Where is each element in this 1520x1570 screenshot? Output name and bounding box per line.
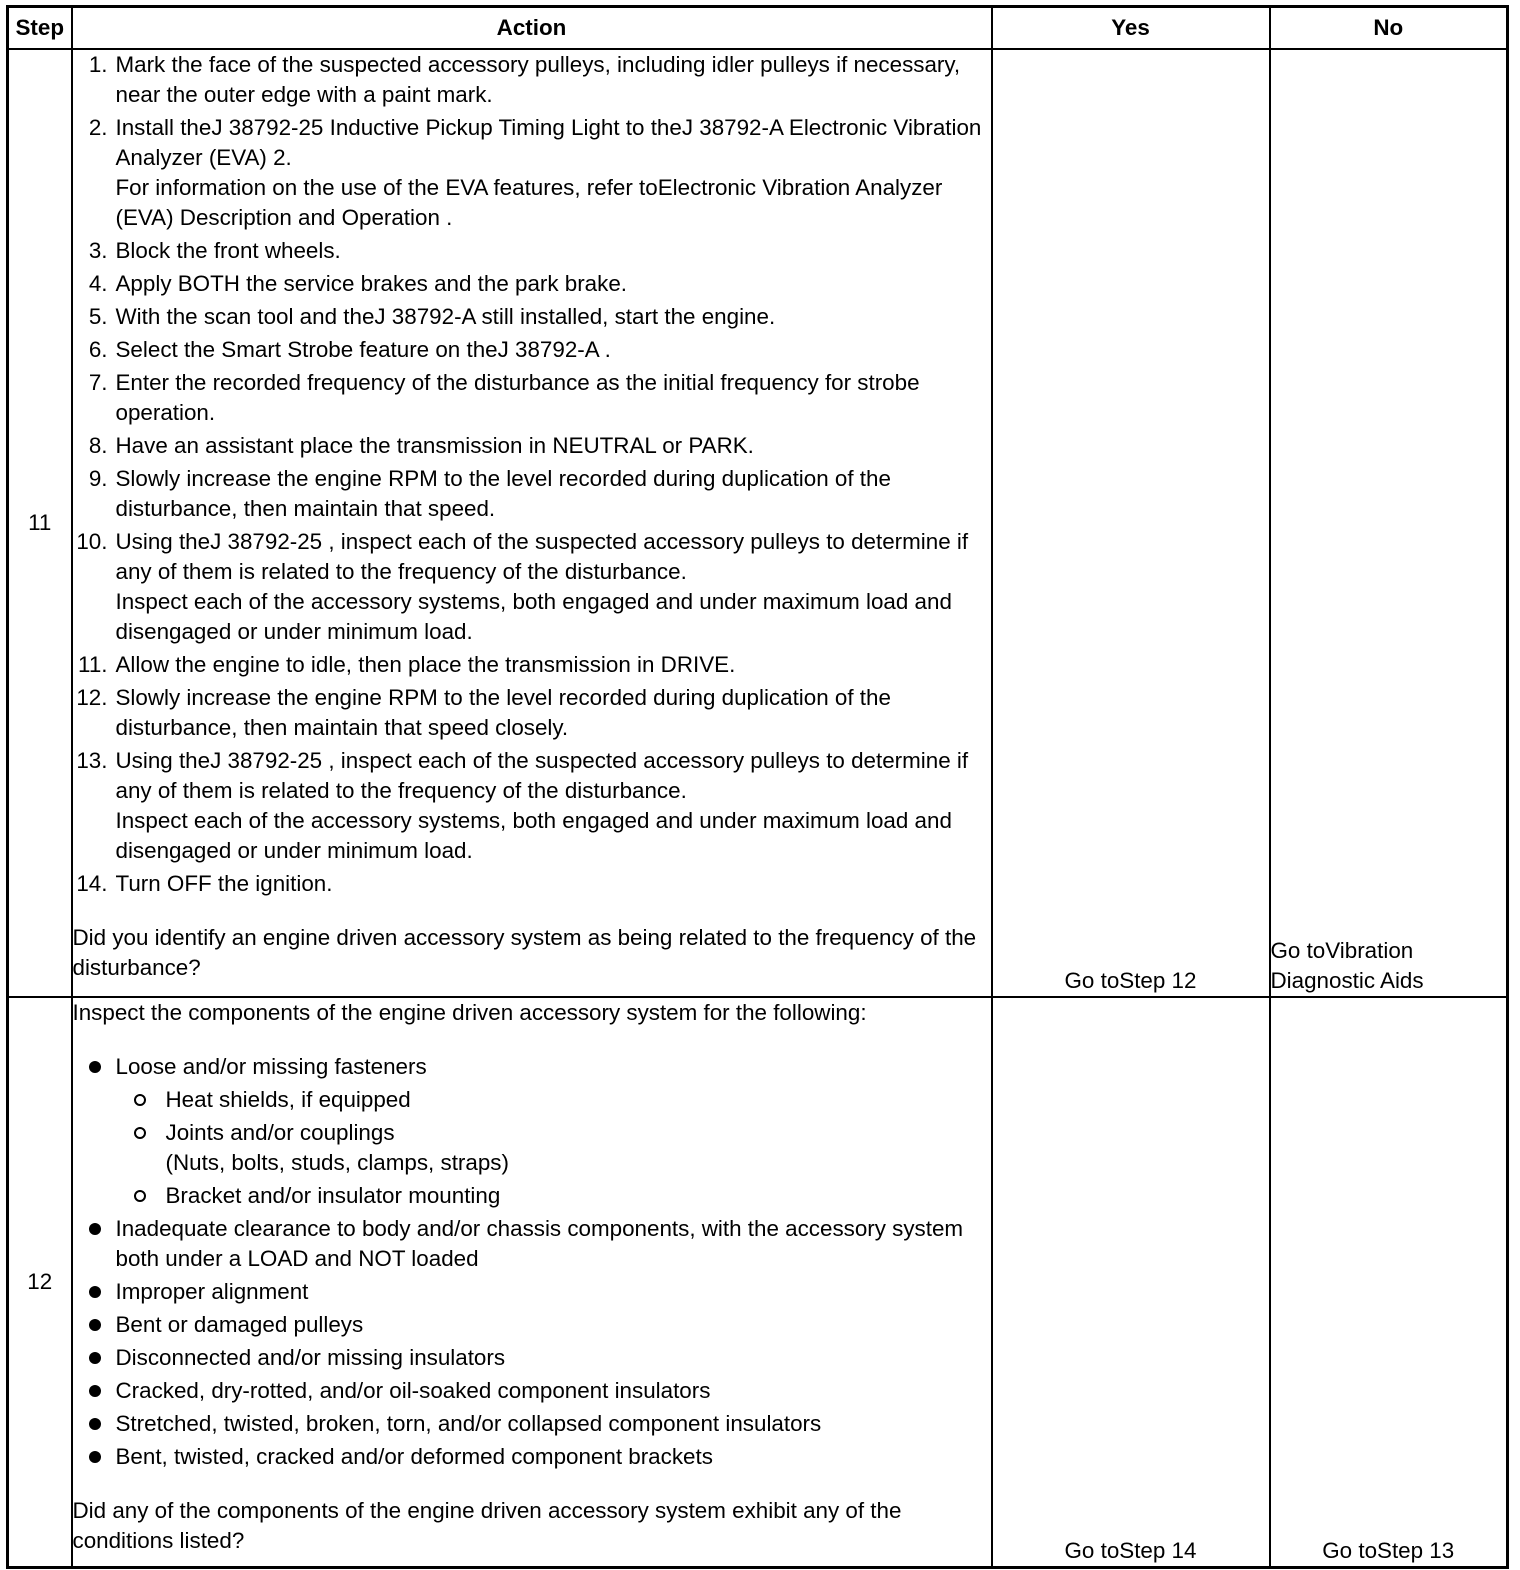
bullet-icon: [89, 1223, 101, 1235]
list-item: [73, 368, 991, 428]
condition-list: [73, 1052, 991, 1472]
item-note: Inspect each of the accessory systems, both engaged and under maximum load and disengaged or under minimum load.: [115, 808, 952, 863]
item-note: Inspect each of the accessory systems, both engaged and under maximum load and disengaged or under minimum load.: [115, 589, 952, 644]
item-number: 3.: [88, 238, 108, 263]
item-number: 4.: [88, 271, 108, 296]
sub-list: [116, 1085, 991, 1211]
procedure-list: [73, 50, 991, 899]
header-no: No: [1270, 7, 1508, 50]
sub-list-item: [116, 1181, 991, 1211]
list-item: [73, 113, 991, 233]
item-number: 11.: [78, 652, 108, 677]
list-item: [73, 746, 991, 866]
item-text: Have an assistant place the transmission in NEUTRAL or PARK.: [115, 433, 754, 458]
list-item: [73, 236, 991, 266]
item-number: 6.: [88, 337, 108, 362]
list-item: [73, 683, 991, 743]
circle-bullet-icon: [134, 1190, 146, 1202]
item-note: For information on the use of the EVA features, refer toElectronic Vibration Analyzer (EVA) Description and Operation .: [115, 175, 943, 230]
action-cell: [72, 49, 992, 997]
no-result: Go toStep 13: [1270, 997, 1508, 1567]
bullet-icon: [89, 1352, 101, 1364]
sub-item-text: Bracket and/or insulator mounting: [165, 1183, 501, 1208]
list-item: [73, 302, 991, 332]
action-cell: [72, 997, 992, 1567]
step-number: 11: [8, 49, 72, 997]
table-header-row: [8, 7, 1508, 50]
item-number: 9.: [88, 466, 108, 491]
item-text: Disconnected and/or missing insulators: [115, 1345, 506, 1370]
item-number: 2.: [88, 115, 108, 140]
item-number: 13.: [76, 748, 108, 773]
item-text: Improper alignment: [115, 1279, 309, 1304]
item-text: Mark the face of the suspected accessory pulleys, including idler pulleys if necessary, near the outer edge with a paint mark.: [115, 52, 961, 107]
list-item: [73, 1277, 991, 1307]
list-item: [73, 650, 991, 680]
sub-list-item: [116, 1118, 991, 1178]
header-step: Step: [8, 7, 72, 50]
list-item: [73, 869, 991, 899]
yes-result: Go toStep 14: [992, 997, 1270, 1567]
item-text: Bent, twisted, cracked and/or deformed component brackets: [115, 1444, 713, 1469]
item-text: Inadequate clearance to body and/or chassis components, with the accessory system both under a LOAD and NOT loaded: [115, 1216, 964, 1271]
item-text: Using theJ 38792-25 , inspect each of the suspected accessory pulleys to determine if any of them is related to the frequency of the disturbance.: [115, 529, 969, 584]
item-text: Bent or damaged pulleys: [115, 1312, 364, 1337]
item-text: Stretched, twisted, broken, torn, and/or collapsed component insulators: [115, 1411, 822, 1436]
list-item: [73, 431, 991, 461]
list-item: [73, 527, 991, 647]
step-question: Did you identify an engine driven accessory system as being related to the frequency of the disturbance?: [72, 925, 977, 980]
table-row-step-11: [8, 49, 1508, 997]
bullet-icon: [89, 1286, 101, 1298]
circle-bullet-icon: [134, 1094, 146, 1106]
item-number: 12.: [76, 685, 108, 710]
bullet-icon: [89, 1061, 101, 1073]
step-question: Did any of the components of the engine driven accessory system exhibit any of the conditions listed?: [72, 1498, 902, 1553]
step-intro: Inspect the components of the engine driven accessory system for the following:: [72, 1000, 867, 1025]
list-item: [73, 1442, 991, 1472]
sub-item-text: Joints and/or couplings: [165, 1120, 395, 1145]
list-item: [73, 1052, 991, 1211]
list-item: [73, 464, 991, 524]
item-number: 5.: [88, 304, 108, 329]
yes-result: Go toStep 12: [992, 49, 1270, 997]
list-item: [73, 1310, 991, 1340]
sub-list-item: [116, 1085, 991, 1115]
no-result: Go toVibration Diagnostic Aids: [1270, 49, 1508, 997]
header-yes: Yes: [992, 7, 1270, 50]
item-number: 14.: [76, 871, 108, 896]
table-row-step-12: [8, 997, 1508, 1567]
item-number: 8.: [88, 433, 108, 458]
list-item: [73, 1343, 991, 1373]
item-text: Cracked, dry-rotted, and/or oil-soaked component insulators: [115, 1378, 711, 1403]
bullet-icon: [89, 1451, 101, 1463]
item-text: With the scan tool and theJ 38792-A still installed, start the engine.: [115, 304, 776, 329]
item-text: Install theJ 38792-25 Inductive Pickup Timing Light to theJ 38792-A Electronic Vibration Analyzer (EVA) 2.: [115, 115, 982, 170]
item-number: 1.: [88, 52, 108, 77]
item-text: Using theJ 38792-25 , inspect each of the suspected accessory pulleys to determine if any of them is related to the frequency of the disturbance.: [115, 748, 969, 803]
item-number: 7.: [88, 370, 108, 395]
circle-bullet-icon: [134, 1127, 146, 1139]
sub-item-note: (Nuts, bolts, studs, clamps, straps): [165, 1150, 509, 1175]
item-text: Select the Smart Strobe feature on theJ 38792-A .: [115, 337, 611, 362]
item-text: Apply BOTH the service brakes and the park brake.: [115, 271, 627, 296]
list-item: [73, 1409, 991, 1439]
diagnostic-table: [6, 5, 1509, 1569]
list-item: [73, 269, 991, 299]
list-item: [73, 50, 991, 110]
item-text: Block the front wheels.: [115, 238, 341, 263]
bullet-icon: [89, 1418, 101, 1430]
header-action: Action: [72, 7, 992, 50]
step-number: 12: [8, 997, 72, 1567]
bullet-icon: [89, 1385, 101, 1397]
item-text: Enter the recorded frequency of the disturbance as the initial frequency for strobe operation.: [115, 370, 920, 425]
list-item: [73, 335, 991, 365]
list-item: [73, 1376, 991, 1406]
bullet-icon: [89, 1319, 101, 1331]
item-text: Slowly increase the engine RPM to the level recorded during duplication of the disturbance, then maintain that speed closely.: [115, 685, 891, 740]
item-text: Turn OFF the ignition.: [115, 871, 333, 896]
item-number: 10.: [76, 529, 108, 554]
sub-item-text: Heat shields, if equipped: [165, 1087, 411, 1112]
item-text: Allow the engine to idle, then place the transmission in DRIVE.: [115, 652, 736, 677]
item-text: Slowly increase the engine RPM to the level recorded during duplication of the disturbance, then maintain that speed.: [115, 466, 891, 521]
item-text: Loose and/or missing fasteners: [115, 1054, 427, 1079]
list-item: [73, 1214, 991, 1274]
